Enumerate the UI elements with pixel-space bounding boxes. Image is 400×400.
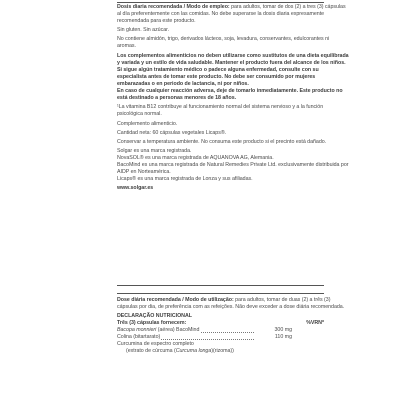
nutrition-row-bacopa: Bacopa monnieri (aérea) BacoMind 300 mg bbox=[117, 327, 292, 334]
trademark-bacomind: BacoMind es una marca registrada de Natural Remedies Private Ltd. exclusivamente distribuida por AIDP en Norteamérica. bbox=[117, 162, 349, 176]
usage-paragraph-pt bbox=[117, 297, 349, 311]
usage-text-es: para adultos, tomar de dos (2) a tres (3) cápsulas al día preferentemente con las comidas. No debe superarse la dosis diaria expresamente recomendada para este producto. bbox=[117, 4, 346, 24]
gluten-free-note: Sin gluten. Sin azúcar. bbox=[117, 27, 170, 34]
net-quantity: Cantidad neta: 60 cápsulas vegetales Licaps®. bbox=[117, 129, 227, 136]
website-link: www.solgar.es bbox=[117, 185, 154, 192]
warning-text-1: Los complementos alimenticios no deben utilizarse como sustitutos de una dieta equilibrada y variada y un estilo de vida saludable. Mantener el producto fuera del alcance de los niños. Si sigue algún tratamiento médico o padece alguna enfermedad, consulte con su especialista antes de tomar este producto. No debe ser consumido por mujeres embarazadas o en periodo de lactancia, ni por niños. bbox=[117, 52, 349, 87]
top-divider bbox=[117, 2, 324, 3]
trademark-solgar: Solgar es una marca registrada. bbox=[117, 148, 192, 155]
nutrition-amount: 110 mg bbox=[274, 334, 292, 341]
usage-paragraph-es bbox=[117, 4, 349, 25]
trademark-notes bbox=[117, 148, 349, 183]
free-of-note: No contiene almidón, trigo, derivados lácteos, soja, levadura, conservantes, edulcorantes ni aromas. bbox=[117, 36, 330, 50]
middle-divider bbox=[117, 285, 324, 286]
warning-paragraph bbox=[117, 53, 349, 102]
food-supplement-note: Complemento alimenticio. bbox=[117, 120, 178, 127]
nutrition-row-choline: Colina (bitartarato) 110 mg bbox=[117, 334, 292, 341]
b12-claim: ¹La vitamina B12 contribuye al funcionamiento normal del sistema nervioso y a la función psicológica normal. bbox=[117, 104, 324, 118]
usage-label-es: Dosis diaria recomendada / Modo de empleo: bbox=[117, 4, 230, 10]
trademark-licaps: Licaps® es una marca registrada de Lonza y sus afiliadas. bbox=[117, 176, 253, 183]
storage-note: Conservar a temperatura ambiente. No consuma este producto si el precinto está dañado. bbox=[117, 138, 327, 145]
spanish-label-section bbox=[117, 4, 349, 194]
nutrition-vrn-header: %VRN* bbox=[306, 320, 324, 327]
usage-label-pt: Dose diária recomendada / Modo de utilização: bbox=[117, 297, 234, 303]
nutrition-serving: Três (3) cápsulas fornecem: bbox=[117, 320, 187, 327]
trademark-novasol: NovaSOL® es una marca registrada de AQUANOVA AG, Alemania. bbox=[117, 155, 274, 162]
nutrition-amount: 300 mg bbox=[274, 327, 292, 334]
nutrition-row-curcumin: Curcumina de espectro completo (extrato de cúrcuma (Curcuma longa)(rizoma)) bbox=[117, 341, 234, 355]
portuguese-divider bbox=[117, 293, 324, 294]
usage-text-pt: para adultos, tomar de duas (2) a três (3) cápsulas por dia, de preferência com as refeições. Não deve exceder a dose diária recomendada. bbox=[117, 297, 345, 310]
nutrition-title: DECLARAÇÃO NUTRICIONAL bbox=[117, 313, 192, 320]
warning-text-2: En caso de cualquier reacción adversa, deje de tomarlo inmediatamente. Este producto no está destinado a personas menores de 18 años. bbox=[117, 87, 343, 101]
portuguese-label-section bbox=[117, 297, 349, 355]
